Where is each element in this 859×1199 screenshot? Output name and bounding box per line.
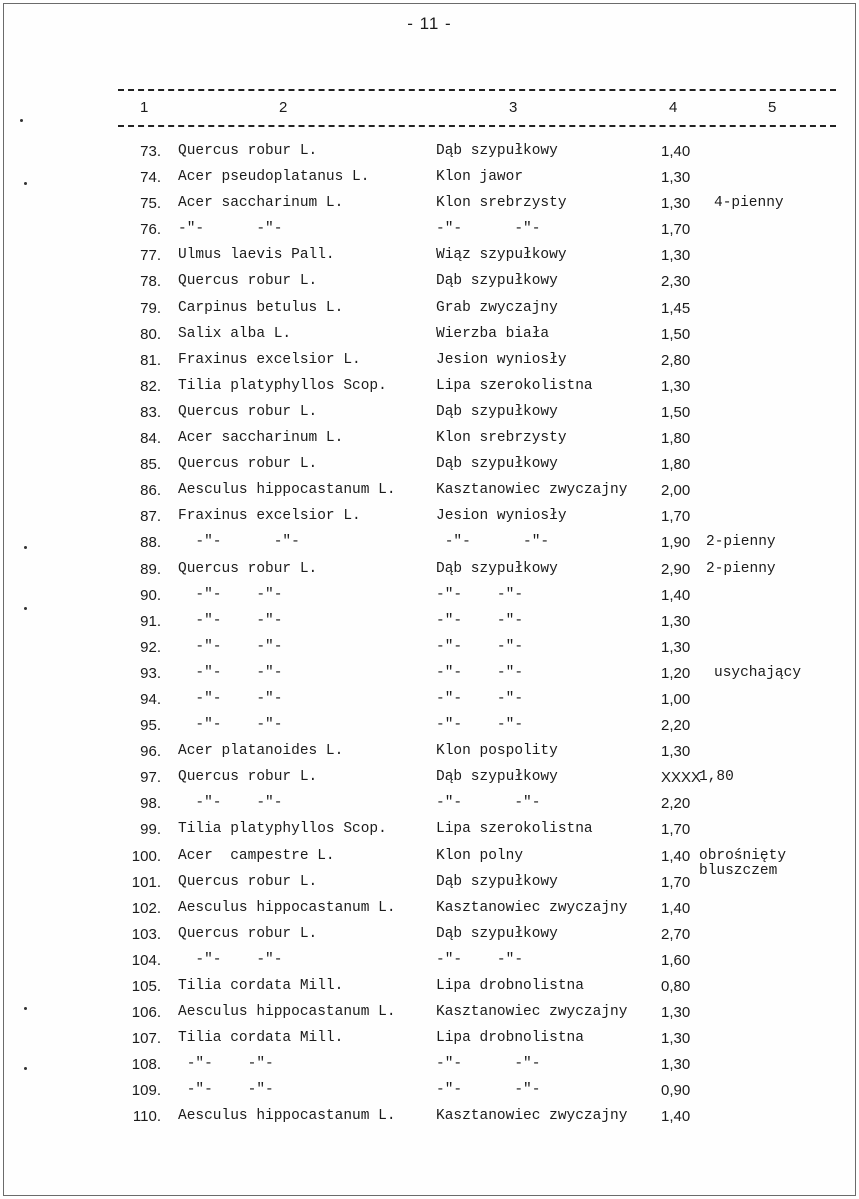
table-row: [0, 740, 859, 766]
polish-name: -"- -"-: [436, 717, 524, 734]
polish-name: Jesion wyniosły: [436, 508, 567, 525]
column-header: 4: [669, 99, 678, 116]
table-row: [0, 636, 859, 662]
row-number: 97.: [140, 769, 161, 787]
remark: usychający: [714, 664, 802, 681]
table-row: [0, 584, 859, 610]
row-number: 86.: [140, 482, 161, 500]
latin-name: Quercus robur L.: [178, 925, 318, 942]
table-header-rule: [118, 125, 836, 127]
table-row: [0, 897, 859, 923]
measurement-value: 1,50: [661, 325, 691, 343]
row-number: 94.: [140, 690, 161, 708]
latin-name: Aesculus hippocastanum L.: [178, 1004, 396, 1021]
latin-name: Carpinus betulus L.: [178, 299, 344, 316]
row-number: 107.: [131, 1030, 161, 1048]
table-row: [0, 427, 859, 453]
measurement-value: 1,70: [661, 821, 691, 839]
polish-name: Klon polny: [436, 847, 524, 864]
table-row: [0, 1053, 859, 1079]
row-number: 76.: [140, 221, 161, 239]
row-number: 89.: [140, 560, 161, 578]
measurement-value: 2,90: [661, 560, 691, 578]
row-number: 78.: [140, 273, 161, 291]
polish-name: -"- -"-: [436, 612, 524, 629]
table-row: [0, 862, 859, 897]
latin-name: Acer platanoides L.: [178, 743, 344, 760]
table-top-rule: [118, 89, 836, 91]
latin-name: Tilia platyphyllos Scop.: [178, 377, 387, 394]
polish-name: Dąb szypułkowy: [436, 560, 558, 577]
table-row: [0, 792, 859, 818]
measurement-value: 1,40: [661, 586, 691, 604]
column-header: 5: [768, 99, 777, 116]
measurement-value: 2,80: [661, 351, 691, 369]
latin-name: -"- -"-: [178, 690, 283, 707]
measurement-value: 0,90: [661, 1082, 691, 1100]
measurement-value: 1,70: [661, 221, 691, 239]
row-number: 92.: [140, 638, 161, 656]
table-row: [0, 558, 859, 584]
measurement-value: 1,50: [661, 403, 691, 421]
polish-name: -"- -"-: [436, 638, 524, 655]
table-row: [0, 1105, 859, 1131]
polish-name: -"- -"-: [436, 795, 541, 812]
page-number: - 11 -: [407, 14, 452, 33]
measurement-value: 1,30: [661, 612, 691, 630]
polish-name: Wierzba biała: [436, 325, 550, 342]
row-number: 75.: [140, 195, 161, 213]
row-number: 96.: [140, 743, 161, 761]
row-number: 87.: [140, 508, 161, 526]
latin-name: -"- -"-: [178, 1056, 274, 1073]
latin-name: Tilia cordata Mill.: [178, 978, 344, 994]
table-row: [0, 610, 859, 636]
measurement-value: 1,30: [661, 1004, 691, 1022]
latin-name: Quercus robur L.: [178, 873, 318, 890]
latin-name: -"- -"-: [178, 612, 283, 629]
polish-name: Klon jawor: [436, 169, 524, 186]
polish-name: -"- -"-: [436, 1082, 541, 1099]
latin-name: Acer saccharinum L.: [178, 195, 344, 212]
polish-name: Klon srebrzysty: [436, 195, 567, 212]
latin-name: Acer pseudoplatanus L.: [178, 169, 370, 186]
row-number: 105.: [131, 978, 161, 995]
polish-name: Lipa drobnolistna: [436, 978, 584, 994]
table-row: [0, 714, 859, 740]
measurement-value: 2,00: [661, 482, 691, 500]
polish-name: -"- -"-: [436, 951, 524, 968]
measurement-value: 2,70: [661, 925, 691, 943]
measurement-value: 1,45: [661, 299, 691, 317]
table-row: [0, 1027, 859, 1053]
polish-name: Lipa drobnolistna: [436, 1030, 584, 1047]
latin-name: Acer campestre L.: [178, 847, 335, 864]
polish-name: Kasztanowiec zwyczajny: [436, 1004, 628, 1021]
latin-name: Aesculus hippocastanum L.: [178, 482, 396, 499]
latin-name: Quercus robur L.: [178, 403, 318, 420]
row-number: 93.: [140, 664, 161, 682]
column-header: 2: [279, 99, 288, 116]
measurement-value: 1,30: [661, 247, 691, 265]
measurement-value: 1,40: [661, 1108, 691, 1126]
polish-name: Grab zwyczajny: [436, 299, 558, 316]
latin-name: -"- -"-: [178, 221, 283, 238]
table-header: [0, 99, 859, 119]
table-row: [0, 218, 859, 244]
table-row: [0, 818, 859, 844]
table-row: [0, 949, 859, 975]
measurement-value: XXXX: [661, 769, 702, 787]
latin-name: Ulmus laevis Pall.: [178, 247, 335, 264]
latin-name: Acer saccharinum L.: [178, 430, 344, 447]
table-row: [0, 923, 859, 949]
row-number: 84.: [140, 430, 161, 448]
latin-name: Quercus robur L.: [178, 769, 318, 786]
latin-name: Aesculus hippocastanum L.: [178, 1108, 396, 1125]
polish-name: -"- -"-: [436, 664, 524, 681]
table-body: [0, 140, 859, 1132]
remark: 2-pienny: [706, 534, 776, 551]
polish-name: Kasztanowiec zwyczajny: [436, 899, 628, 916]
polish-name: Dąb szypułkowy: [436, 273, 558, 290]
row-number: 83.: [140, 403, 161, 421]
latin-name: -"- -"-: [178, 1082, 274, 1099]
row-number: 74.: [140, 169, 161, 187]
table-row: [0, 453, 859, 479]
measurement-value: 1,70: [661, 508, 691, 526]
table-row: [0, 975, 859, 1001]
latin-name: -"- -"-: [178, 951, 283, 968]
row-number: 82.: [140, 377, 161, 395]
row-number: 104.: [131, 951, 161, 969]
latin-name: Salix alba L.: [178, 325, 292, 342]
row-number: 91.: [140, 612, 161, 630]
polish-name: -"- -"-: [436, 586, 524, 603]
latin-name: -"- -"-: [178, 717, 283, 734]
polish-name: Klon srebrzysty: [436, 430, 567, 447]
row-number: 79.: [140, 299, 161, 317]
remark: 1,80: [699, 769, 734, 786]
row-number: 77.: [140, 247, 161, 265]
table-row: [0, 1001, 859, 1027]
measurement-value: 1,00: [661, 690, 691, 708]
row-number: 101.: [131, 873, 161, 891]
polish-name: -"- -"-: [436, 221, 541, 238]
column-header: 1: [140, 99, 149, 116]
row-number: 81.: [140, 351, 161, 369]
polish-name: Kasztanowiec zwyczajny: [436, 482, 628, 499]
measurement-value: 1,40: [661, 143, 691, 160]
measurement-value: 1,30: [661, 1056, 691, 1074]
row-number: 95.: [140, 717, 161, 735]
measurement-value: 2,30: [661, 273, 691, 291]
measurement-value: 1,40: [661, 847, 691, 865]
row-number: 73.: [140, 143, 161, 160]
row-number: 99.: [140, 821, 161, 839]
measurement-value: 1,40: [661, 899, 691, 917]
row-number: 88.: [140, 534, 161, 552]
table-row: [0, 401, 859, 427]
table-row: [0, 505, 859, 531]
polish-name: Dąb szypułkowy: [436, 873, 558, 890]
polish-name: Kasztanowiec zwyczajny: [436, 1108, 628, 1125]
scan-speck: [20, 119, 23, 122]
polish-name: -"- -"-: [436, 1056, 541, 1073]
measurement-value: 1,80: [661, 456, 691, 474]
polish-name: Wiąz szypułkowy: [436, 247, 567, 264]
table-row: [0, 192, 859, 218]
measurement-value: 1,20: [661, 664, 691, 682]
remark: 2-pienny: [706, 560, 776, 577]
table-row: [0, 479, 859, 505]
polish-name: Dąb szypułkowy: [436, 456, 558, 473]
latin-name: Quercus robur L.: [178, 273, 318, 290]
row-number: 90.: [140, 586, 161, 604]
latin-name: -"- -"-: [178, 534, 300, 551]
table-row: [0, 1079, 859, 1105]
row-number: 109.: [131, 1082, 161, 1100]
measurement-value: 1,30: [661, 1030, 691, 1048]
remark: obrośnięty: [699, 847, 787, 864]
measurement-value: 1,30: [661, 743, 691, 761]
table-row: [0, 375, 859, 401]
latin-name: Quercus robur L.: [178, 560, 318, 577]
polish-name: Klon pospolity: [436, 743, 558, 760]
table-row: [0, 270, 859, 296]
measurement-value: 1,90: [661, 534, 691, 552]
polish-name: -"- -"-: [436, 534, 550, 551]
latin-name: Fraxinus excelsior L.: [178, 508, 361, 525]
polish-name: Jesion wyniosły: [436, 351, 567, 368]
latin-name: -"- -"-: [178, 664, 283, 681]
table-row: [0, 297, 859, 323]
row-number: 108.: [131, 1056, 161, 1074]
row-number: 100.: [131, 847, 161, 865]
table-row: [0, 531, 859, 557]
latin-name: -"- -"-: [178, 586, 283, 603]
latin-name: Aesculus hippocastanum L.: [178, 899, 396, 916]
polish-name: Dąb szypułkowy: [436, 925, 558, 942]
measurement-value: 1,70: [661, 873, 691, 891]
latin-name: -"- -"-: [178, 795, 283, 812]
row-number: 80.: [140, 325, 161, 343]
latin-name: -"- -"-: [178, 638, 283, 655]
table-row: [0, 140, 859, 166]
latin-name: Quercus robur L.: [178, 143, 318, 159]
polish-name: Lipa szerokolistna: [436, 821, 593, 838]
table-row: [0, 166, 859, 192]
column-header: 3: [509, 99, 518, 116]
latin-name: Quercus robur L.: [178, 456, 318, 473]
row-number: 102.: [131, 899, 161, 917]
measurement-value: 2,20: [661, 717, 691, 735]
table-row: [0, 688, 859, 714]
latin-name: Fraxinus excelsior L.: [178, 351, 361, 368]
row-number: 98.: [140, 795, 161, 813]
row-number: 106.: [131, 1004, 161, 1022]
remark: bluszczem: [699, 862, 778, 879]
row-number: 110.: [132, 1108, 161, 1126]
table-row: [0, 766, 859, 792]
measurement-value: 1,80: [661, 430, 691, 448]
latin-name: Tilia platyphyllos Scop.: [178, 821, 387, 838]
measurement-value: 1,30: [661, 638, 691, 656]
measurement-value: 1,30: [661, 195, 691, 213]
polish-name: Dąb szypułkowy: [436, 403, 558, 420]
measurement-value: 2,20: [661, 795, 691, 813]
polish-name: Lipa szerokolistna: [436, 377, 593, 394]
polish-name: Dąb szypułkowy: [436, 769, 558, 786]
measurement-value: 0,80: [661, 978, 691, 995]
row-number: 85.: [140, 456, 161, 474]
table-row: [0, 244, 859, 270]
measurement-value: 1,60: [661, 951, 691, 969]
row-number: 103.: [131, 925, 161, 943]
table-row: [0, 662, 859, 688]
latin-name: Tilia cordata Mill.: [178, 1030, 344, 1047]
table-row: [0, 349, 859, 375]
measurement-value: 1,30: [661, 377, 691, 395]
table-row: [0, 323, 859, 349]
polish-name: -"- -"-: [436, 690, 524, 707]
remark: 4-pienny: [714, 195, 784, 212]
measurement-value: 1,30: [661, 169, 691, 187]
polish-name: Dąb szypułkowy: [436, 143, 558, 159]
